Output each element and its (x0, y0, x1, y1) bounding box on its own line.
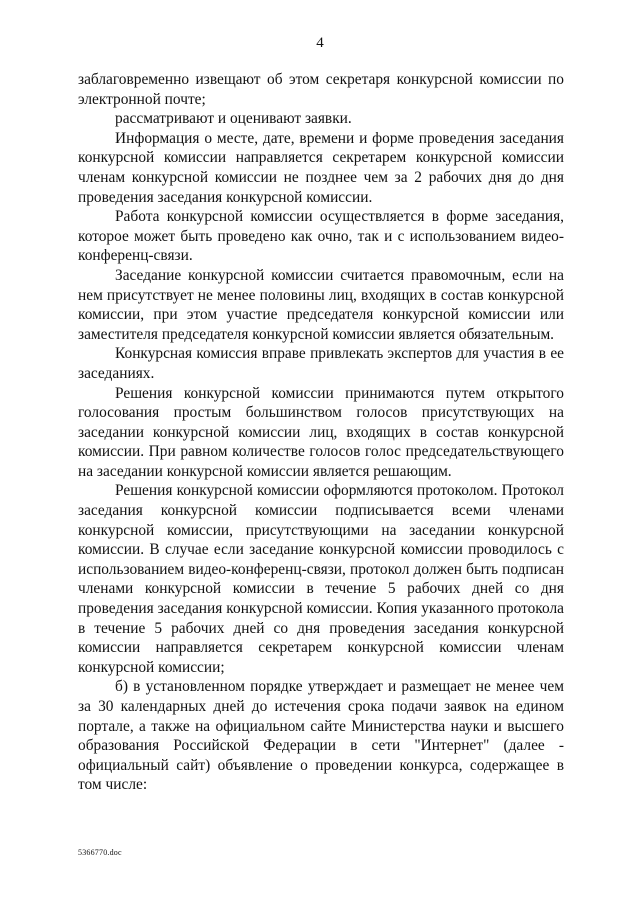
paragraph: Работа конкурсной комиссии осуществляется в форме заседания, которое может быть проведено как очно, так и с использованием видео-конференц-связи. (78, 208, 564, 265)
paragraph: Решения конкурсной комиссии оформляются протоколом. Протокол заседания конкурсной комиссии подписывается всеми членами конкурсной комиссии, присутствующими на заседании конкурсной комиссии. В случае если заседание конкурсной комиссии проводилось с использованием видео-конференц-связи, протокол должен быть подписан членами конкурсной комиссии в течение 5 рабочих дней со дня проведения заседания конкурсной комиссии. Копия указанного протокола в течение 5 рабочих дней со дня проведения заседания конкурсной комиссии направляется секретарем конкурсной комиссии членам конкурсной комиссии; (78, 482, 564, 676)
paragraph-continuation: заблаговременно извещают об этом секретаря конкурсной комиссии по электронной почте; (78, 71, 564, 108)
paragraph: Заседание конкурсной комиссии считается правомочным, если на нем присутствует не менее половины лиц, входящих в состав конкурсной комиссии, при этом участие председателя конкурсной комиссии или заместителя председателя конкурсной комиссии является обязательным. (78, 266, 564, 343)
paragraph: Решения конкурсной комиссии принимаются путем открытого голосования простым большинством голосов присутствующих на заседании конкурсной комиссии лиц, входящих в состав конкурсной комиссии. При равном количестве голосов голос председательствующего на заседании конкурсной комиссии является решающим. (78, 384, 564, 480)
paragraph: рассматривают и оценивают заявки. (115, 110, 352, 128)
paragraph: б) в установленном порядке утверждает и размещает не менее чем за 30 календарных дней до истечения срока подачи заявок на едином портале, а также на официальном сайте Министерства науки и высшего образования Российской Федерации в сети "Интернет" (далее - официальный сайт) объявление о проведении конкурса, содержащее в том числе: (78, 678, 564, 794)
page-number: 4 (316, 35, 324, 51)
paragraph: Конкурсная комиссия вправе привлекать экспертов для участия в ее заседаниях. (78, 345, 564, 382)
paragraph: Информация о месте, дате, времени и форме проведения заседания конкурсной комиссии направляется секретарем конкурсной комиссии членам конкурсной комиссии не позднее чем за 2 рабочих дня до дня проведения заседания конкурсной комиссии. (78, 129, 564, 206)
document-body (78, 70, 564, 795)
document-filename: 5366770.doc (78, 848, 122, 857)
